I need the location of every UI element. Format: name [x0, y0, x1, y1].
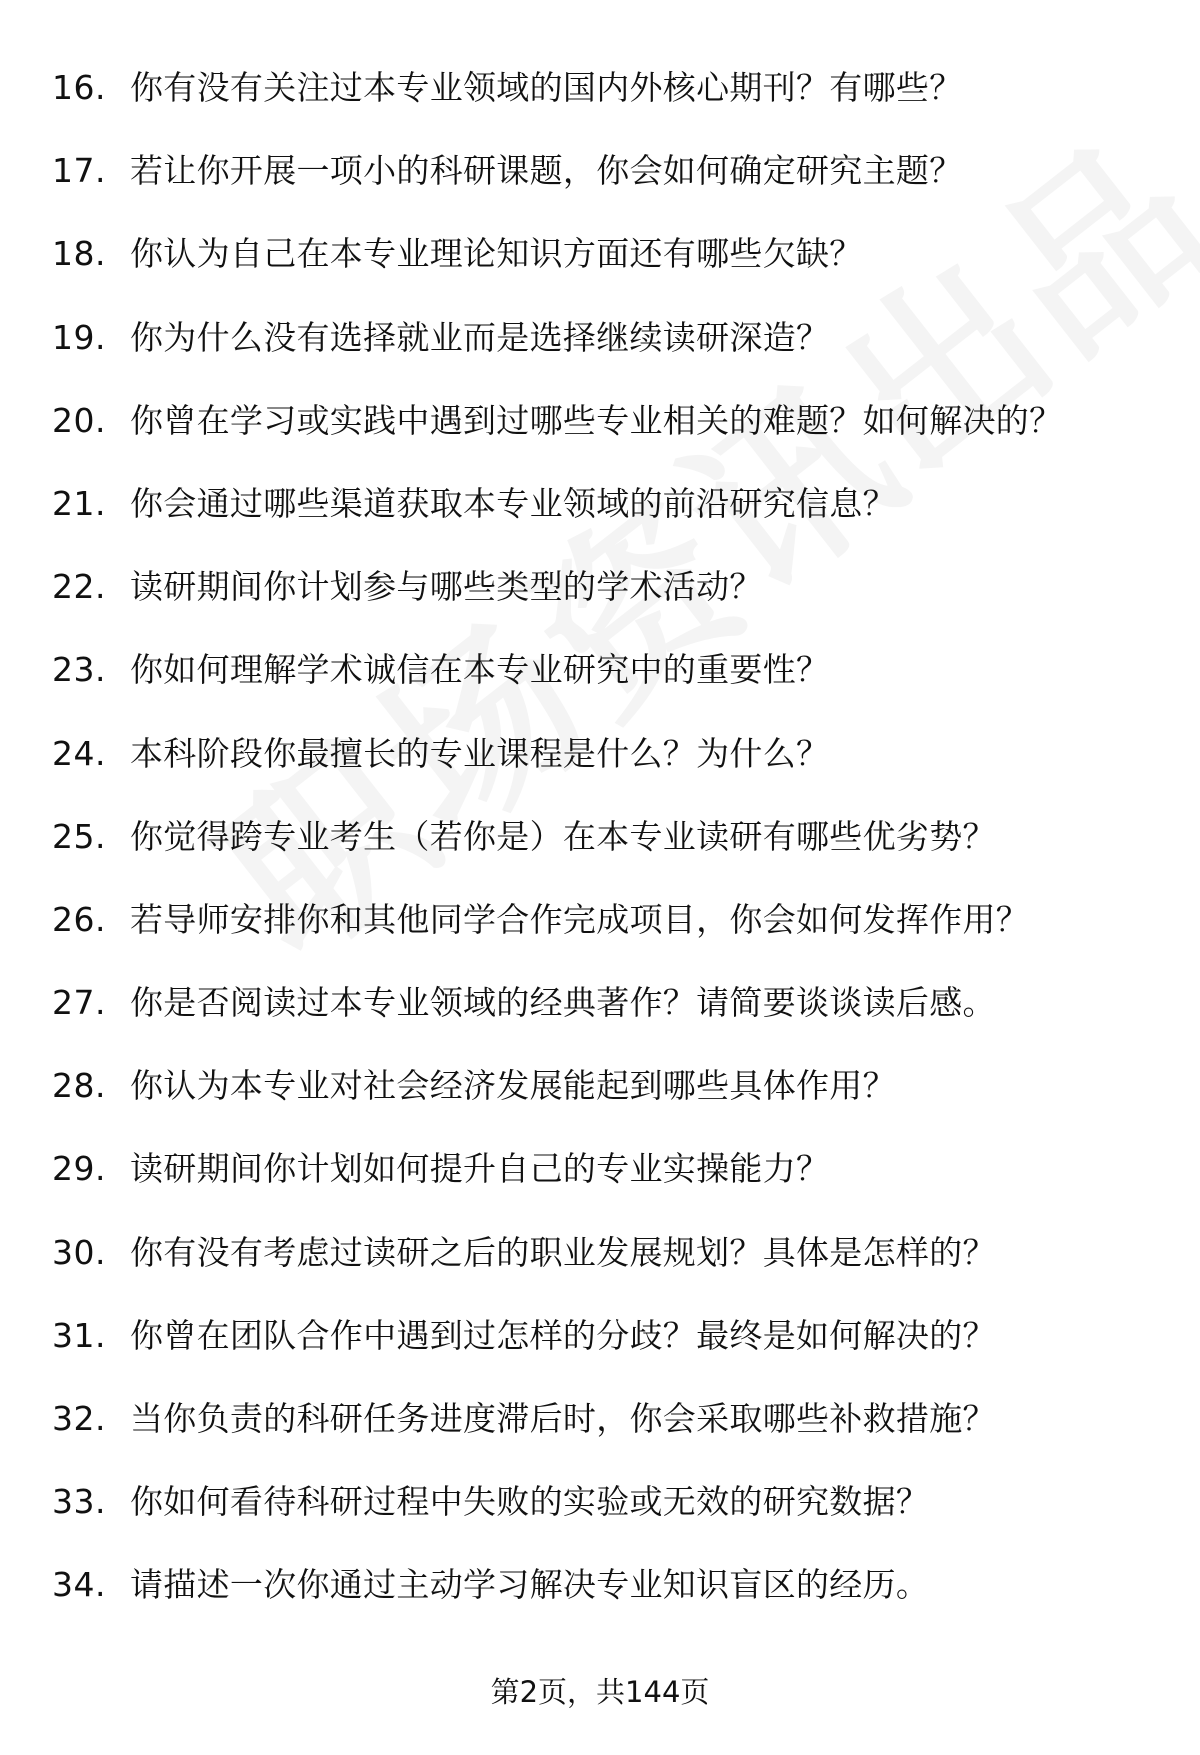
question-text: 你认为自己在本专业理论知识方面还有哪些欠缺？: [130, 234, 863, 274]
list-item: [52, 1223, 1172, 1306]
question-text: 你是否阅读过本专业领域的经典著作？请简要谈谈读后感。: [130, 983, 996, 1023]
question-text: 若让你开展一项小的科研课题，你会如何确定研究主题？: [130, 151, 963, 191]
question-number: 19.: [52, 317, 106, 357]
question-text: 你有没有关注过本专业领域的国内外核心期刊？有哪些？: [130, 68, 963, 107]
question-number: 24.: [52, 733, 106, 773]
list-item: [52, 724, 1172, 807]
question-text: 读研期间你计划如何提升自己的专业实操能力？: [130, 1149, 830, 1189]
question-number: 32.: [52, 1399, 106, 1438]
question-text: 你如何看待科研过程中失败的实验或无效的研究数据？: [130, 1482, 930, 1522]
question-text: 本科阶段你最擅长的专业课程是什么？为什么？: [130, 733, 830, 773]
list-item: [52, 474, 1172, 557]
question-number: 31.: [52, 1315, 106, 1355]
list-item: [52, 141, 1172, 224]
question-text: 读研期间你计划参与哪些类型的学术活动？: [130, 567, 763, 607]
question-number: 27.: [52, 983, 106, 1023]
question-text: 你会通过哪些渠道获取本专业领域的前沿研究信息？: [130, 483, 896, 523]
question-number: 33.: [52, 1482, 106, 1522]
question-text: 你如何理解学术诚信在本专业研究中的重要性？: [130, 650, 830, 690]
list-item: [52, 1389, 1172, 1472]
list-item: [52, 391, 1172, 474]
list-item: [52, 224, 1172, 307]
list-item: [52, 807, 1172, 890]
list-item: [52, 308, 1172, 391]
question-text: 你曾在学习或实践中遇到过哪些专业相关的难题？如何解决的？: [130, 400, 1063, 440]
question-text: 你有没有考虑过读研之后的职业发展规划？具体是怎样的？: [130, 1232, 996, 1272]
list-item: [52, 1472, 1172, 1555]
question-text: 你觉得跨专业考生（若你是）在本专业读研有哪些优劣势？: [130, 816, 996, 856]
list-item: [52, 58, 1172, 141]
question-text: 你认为本专业对社会经济发展能起到哪些具体作用？: [130, 1066, 896, 1106]
list-item: [52, 1306, 1172, 1389]
question-number: 20.: [52, 400, 106, 440]
list-item: [52, 1056, 1172, 1139]
question-number: 25.: [52, 816, 106, 856]
question-text: 当你负责的科研任务进度滞后时，你会采取哪些补救措施？: [130, 1399, 996, 1438]
question-number: 22.: [52, 567, 106, 607]
question-number: 23.: [52, 650, 106, 690]
question-number: 16.: [52, 68, 106, 107]
question-list: [52, 58, 1172, 1639]
question-text: 请描述一次你通过主动学习解决专业知识盲区的经历。: [130, 1565, 930, 1605]
list-item: [52, 973, 1172, 1056]
question-number: 21.: [52, 483, 106, 523]
list-item: [52, 890, 1172, 973]
question-text: 你曾在团队合作中遇到过怎样的分歧？最终是如何解决的？: [130, 1315, 996, 1355]
page-indicator: 第2页，共144页: [490, 1675, 710, 1709]
question-text: 若导师安排你和其他同学合作完成项目，你会如何发挥作用？: [130, 899, 1030, 939]
question-number: 29.: [52, 1149, 106, 1189]
question-number: 26.: [52, 899, 106, 939]
question-number: 18.: [52, 234, 106, 274]
question-text: 你为什么没有选择就业而是选择继续读研深造？: [130, 317, 830, 357]
list-item: [52, 557, 1172, 640]
question-number: 30.: [52, 1232, 106, 1272]
question-number: 34.: [52, 1565, 106, 1605]
list-item: [52, 640, 1172, 723]
question-number: 17.: [52, 151, 106, 191]
list-item: [52, 1139, 1172, 1222]
question-number: 28.: [52, 1066, 106, 1106]
page-footer: [0, 1672, 1200, 1712]
list-item: [52, 1555, 1172, 1638]
